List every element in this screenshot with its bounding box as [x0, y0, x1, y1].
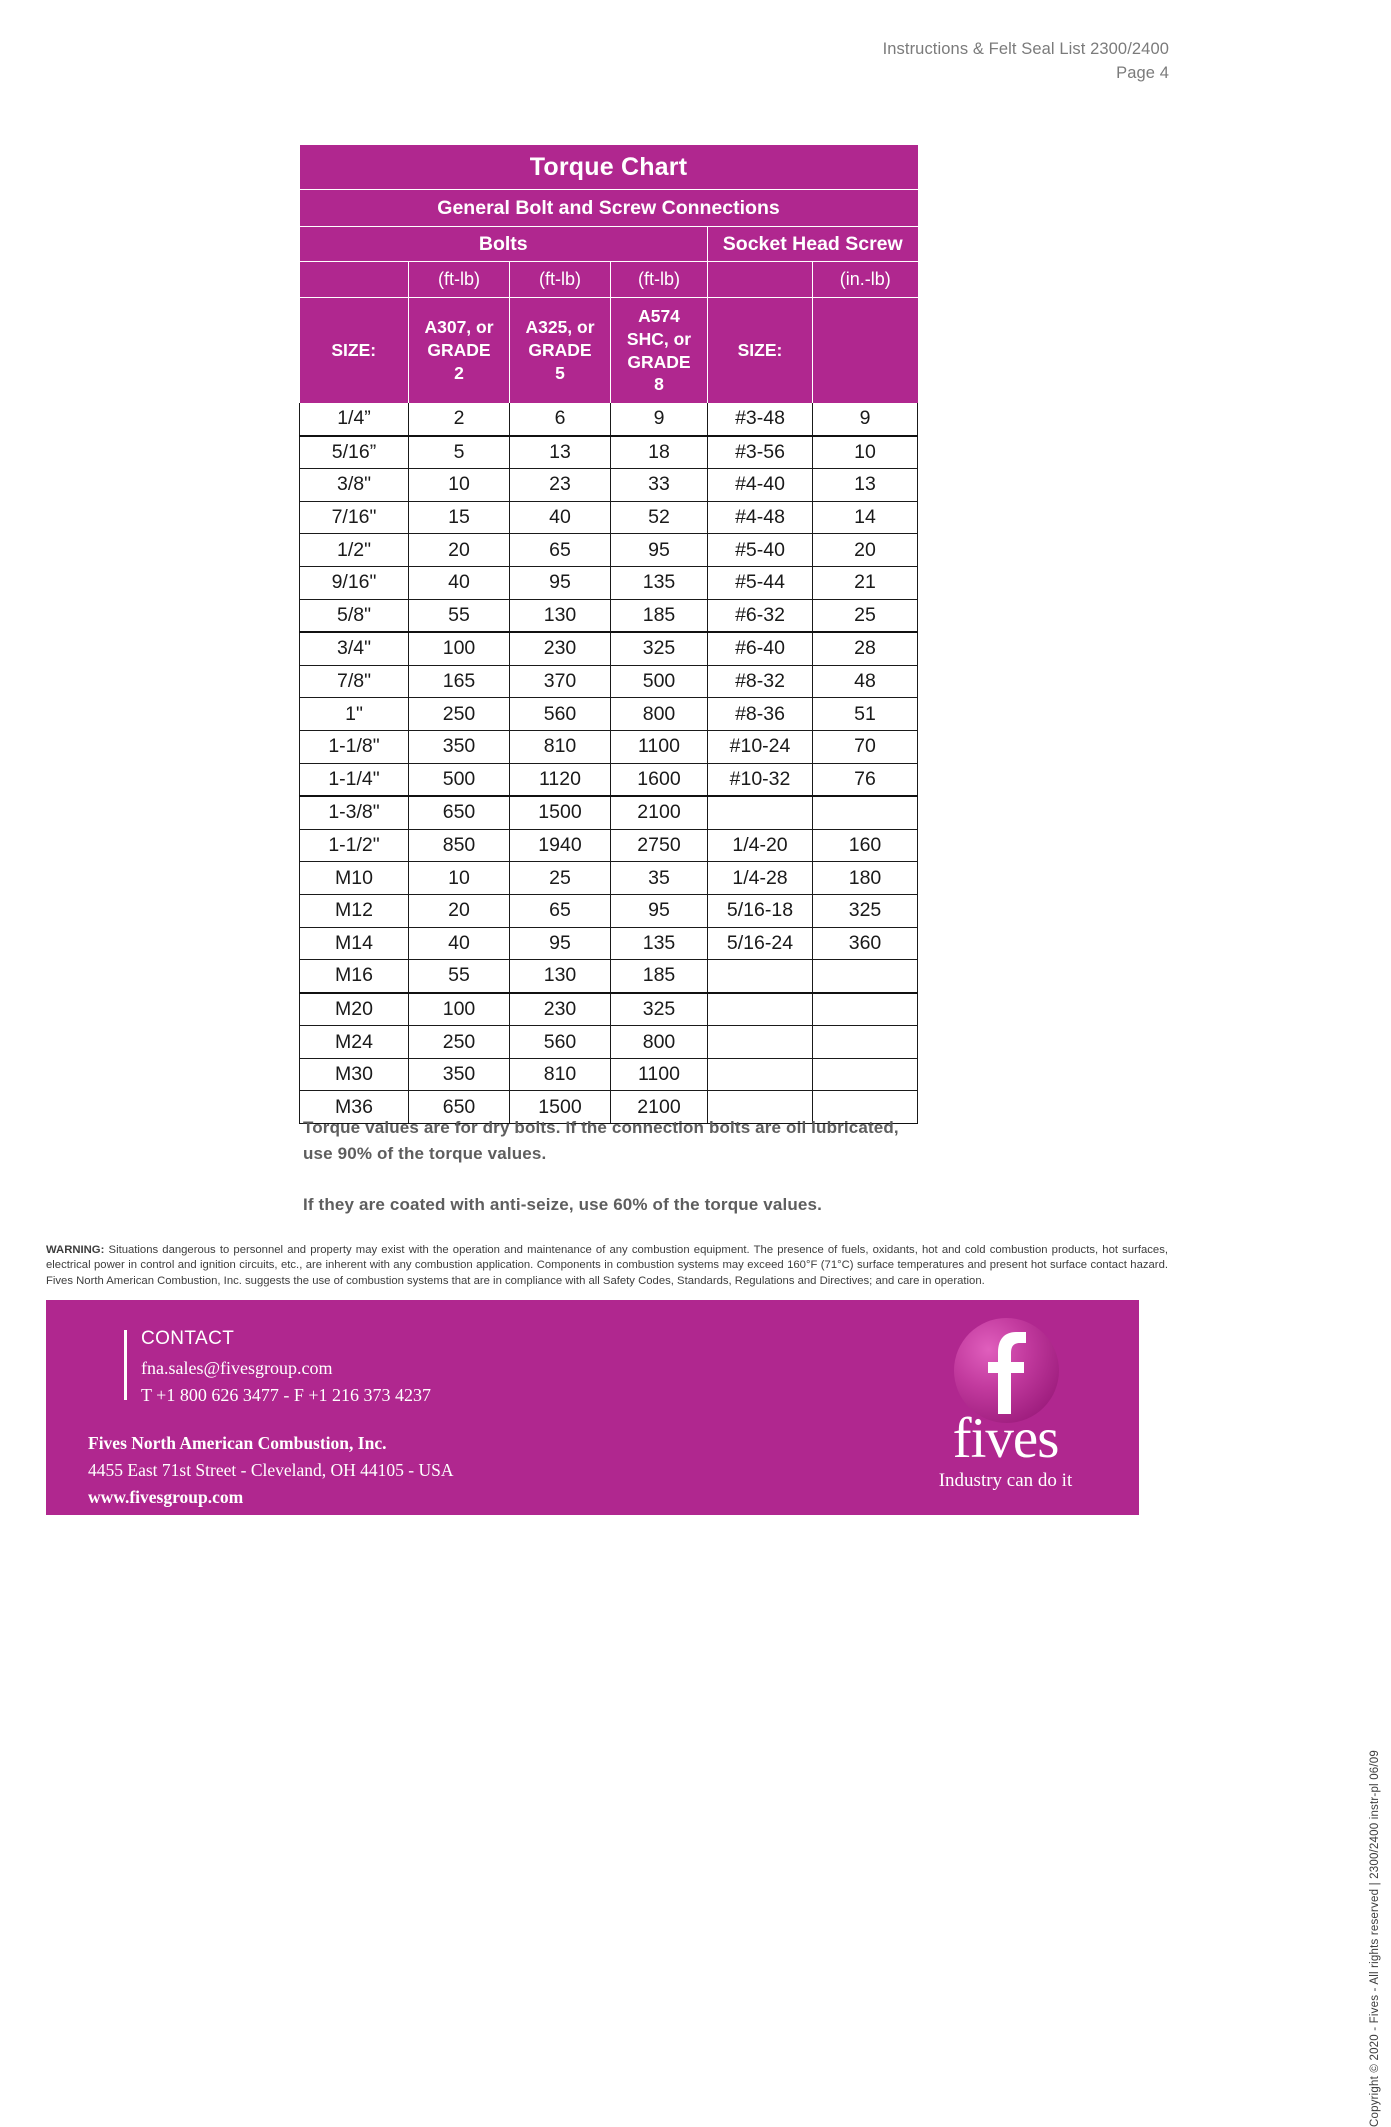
col-header-a325-grade-5: [510, 298, 611, 404]
cell-a574: 1100: [611, 1058, 708, 1091]
cell-size: M24: [300, 1026, 409, 1059]
cell-inlb: 28: [813, 632, 918, 665]
table-group-row: [300, 227, 918, 262]
unit-a307: (ft-lb): [409, 262, 510, 298]
cell-a325: 130: [510, 960, 611, 993]
page-number: Page 4: [1116, 63, 1169, 82]
cell-a307: 350: [409, 1058, 510, 1091]
cell-a325: 23: [510, 469, 611, 502]
table-row: [300, 469, 918, 502]
cell-inlb: 160: [813, 829, 918, 862]
cell-size: 7/8": [300, 665, 409, 698]
table-row: [300, 894, 918, 927]
company-address: 4455 East 71st Street - Cleveland, OH 44105 - USA: [88, 1460, 454, 1481]
table-row: [300, 960, 918, 993]
table-row: [300, 436, 918, 469]
cell-inlb: 325: [813, 894, 918, 927]
cell-a574: 135: [611, 927, 708, 960]
group-header-socket-head-screw: Socket Head Screw: [708, 227, 918, 262]
cell-a325: 560: [510, 698, 611, 731]
cell-a325: 1500: [510, 796, 611, 829]
cell-inlb: 76: [813, 763, 918, 796]
cell-a325: 810: [510, 1058, 611, 1091]
cell-a325: 13: [510, 436, 611, 469]
table-row: [300, 665, 918, 698]
cell-size: M30: [300, 1058, 409, 1091]
cell-shs: 1/4-28: [708, 862, 813, 895]
cell-inlb: [813, 796, 918, 829]
document-header: [883, 38, 1169, 86]
cell-size: 1-1/8": [300, 730, 409, 763]
warning-block: [46, 1243, 1168, 1289]
cell-a574: 33: [611, 469, 708, 502]
cell-a574: 2750: [611, 829, 708, 862]
cell-inlb: 20: [813, 534, 918, 567]
cell-shs: #6-32: [708, 599, 813, 632]
cell-a325: 65: [510, 534, 611, 567]
cell-a307: 20: [409, 894, 510, 927]
table-row: [300, 566, 918, 599]
cell-shs: #10-32: [708, 763, 813, 796]
cell-a574: 325: [611, 993, 708, 1026]
cell-size: M36: [300, 1091, 409, 1124]
a325-label-line2: GRADE: [528, 340, 592, 361]
cell-inlb: [813, 993, 918, 1026]
contact-email[interactable]: fna.sales@fivesgroup.com: [141, 1358, 333, 1378]
table-row: [300, 730, 918, 763]
cell-size: 5/8": [300, 599, 409, 632]
cell-a574: 35: [611, 862, 708, 895]
cell-a325: 230: [510, 632, 611, 665]
cell-size: 1-1/4": [300, 763, 409, 796]
cell-a325: 65: [510, 894, 611, 927]
cell-shs: #3-56: [708, 436, 813, 469]
cell-shs: #10-24: [708, 730, 813, 763]
a307-label-line3: 2: [454, 362, 464, 383]
cell-inlb: [813, 960, 918, 993]
table-row: [300, 534, 918, 567]
col-header-a574-grade-8: [611, 298, 708, 404]
footer-bar: [46, 1300, 1139, 1515]
cell-a574: 2100: [611, 796, 708, 829]
cell-a325: 560: [510, 1026, 611, 1059]
cell-size: 3/8": [300, 469, 409, 502]
cell-inlb: 14: [813, 501, 918, 534]
cell-shs: #8-36: [708, 698, 813, 731]
cell-a325: 130: [510, 599, 611, 632]
cell-shs: [708, 993, 813, 1026]
cell-shs: #5-40: [708, 534, 813, 567]
cell-size: 1-1/2": [300, 829, 409, 862]
cell-shs: 5/16-24: [708, 927, 813, 960]
cell-shs: [708, 960, 813, 993]
cell-a325: 95: [510, 566, 611, 599]
cell-shs: 5/16-18: [708, 894, 813, 927]
cell-a574: 2100: [611, 1091, 708, 1124]
table-row: [300, 862, 918, 895]
a574-label-line4: 8: [654, 374, 664, 395]
cell-size: 7/16": [300, 501, 409, 534]
col-header-socket-blank: [813, 298, 918, 404]
table-row: [300, 698, 918, 731]
table-row: [300, 829, 918, 862]
cell-size: 3/4": [300, 632, 409, 665]
cell-size: M14: [300, 927, 409, 960]
col-header-a307-grade-2: [409, 298, 510, 404]
table-title: Torque Chart: [300, 145, 918, 190]
cell-a574: 500: [611, 665, 708, 698]
warning-label: WARNING:: [46, 1244, 105, 1256]
cell-shs: #4-48: [708, 501, 813, 534]
company-name: Fives North American Combustion, Inc.: [88, 1433, 387, 1453]
table-row: [300, 1026, 918, 1059]
cell-a307: 20: [409, 534, 510, 567]
cell-shs: #4-40: [708, 469, 813, 502]
copyright-notice: Copyright © 2020 - Fives - All rights reserved | 2300/2400 instr-pl 06/09: [1369, 1750, 1381, 2127]
company-website[interactable]: www.fivesgroup.com: [88, 1487, 244, 1508]
unit-blank-size: [300, 262, 409, 298]
unit-a574: (ft-lb): [611, 262, 708, 298]
warning-text: Situations dangerous to personnel and property may exist with the operation and maintenance of any combustion equipment. The presence of fuels, oxidants, hot and cold combustion products, hot surfaces, electrical power in control and ignition circuits, etc., are inherent with any combustion application. Components in combustion systems may exceed 160°F (71°C) surface temperatures and present hot surface contact hazard. Fives North American Combustion, Inc. suggests the use of combustion systems that are in compliance with all Safety Codes, Standards, Regulations and Directives; and care in operation.: [46, 1244, 1168, 1287]
cell-a574: 800: [611, 1026, 708, 1059]
cell-a574: 9: [611, 403, 708, 436]
contact-divider-rule: [124, 1330, 127, 1400]
cell-a307: 2: [409, 403, 510, 436]
cell-inlb: 51: [813, 698, 918, 731]
cell-a325: 1940: [510, 829, 611, 862]
cell-inlb: 360: [813, 927, 918, 960]
cell-a574: 800: [611, 698, 708, 731]
cell-a325: 6: [510, 403, 611, 436]
cell-a574: 185: [611, 960, 708, 993]
cell-inlb: 13: [813, 469, 918, 502]
cell-a574: 95: [611, 894, 708, 927]
cell-a574: 135: [611, 566, 708, 599]
cell-a307: 10: [409, 469, 510, 502]
cell-inlb: 180: [813, 862, 918, 895]
table-row: [300, 632, 918, 665]
cell-size: M20: [300, 993, 409, 1026]
cell-size: M12: [300, 894, 409, 927]
cell-a307: 40: [409, 566, 510, 599]
a307-label-line2: GRADE: [427, 340, 491, 361]
cell-inlb: 70: [813, 730, 918, 763]
a325-label-line3: 5: [555, 362, 565, 383]
cell-a307: 10: [409, 862, 510, 895]
cell-a325: 40: [510, 501, 611, 534]
cell-size: 1/2": [300, 534, 409, 567]
cell-size: 5/16”: [300, 436, 409, 469]
col-header-size-bolts: SIZE:: [300, 298, 409, 404]
table-row: [300, 993, 918, 1026]
a574-label-line2: SHC, or: [626, 328, 692, 349]
cell-a307: 350: [409, 730, 510, 763]
cell-a307: 500: [409, 763, 510, 796]
cell-size: 1": [300, 698, 409, 731]
cell-a325: 230: [510, 993, 611, 1026]
torque-notes: [303, 1115, 913, 1244]
cell-a574: 325: [611, 632, 708, 665]
contact-block: [141, 1328, 431, 1409]
cell-shs: #3-48: [708, 403, 813, 436]
cell-inlb: [813, 1026, 918, 1059]
cell-inlb: 10: [813, 436, 918, 469]
torque-table-body: [300, 403, 918, 1124]
a325-label-line1: A325, or: [525, 317, 595, 338]
torque-table-header: [300, 145, 918, 403]
table-units-row: [300, 262, 918, 298]
cell-shs: 1/4-20: [708, 829, 813, 862]
cell-inlb: 25: [813, 599, 918, 632]
cell-size: 1/4”: [300, 403, 409, 436]
logo-tagline: Industry can do it: [938, 1470, 1073, 1491]
a574-label-line3: GRADE: [627, 351, 691, 372]
cell-inlb: 48: [813, 665, 918, 698]
cell-inlb: [813, 1058, 918, 1091]
unit-a325: (ft-lb): [510, 262, 611, 298]
fives-logo: [898, 1318, 1113, 1508]
cell-a307: 55: [409, 599, 510, 632]
table-row: [300, 1058, 918, 1091]
cell-size: M10: [300, 862, 409, 895]
table-title-row: [300, 145, 918, 190]
cell-size: 9/16": [300, 566, 409, 599]
cell-a307: 40: [409, 927, 510, 960]
cell-a574: 18: [611, 436, 708, 469]
table-row: [300, 599, 918, 632]
cell-a307: 250: [409, 1026, 510, 1059]
cell-a307: 100: [409, 993, 510, 1026]
unit-socket-inlb: (in.-lb): [813, 262, 918, 298]
cell-shs: #6-40: [708, 632, 813, 665]
cell-shs: [708, 1058, 813, 1091]
cell-a574: 1600: [611, 763, 708, 796]
cell-inlb: 9: [813, 403, 918, 436]
cell-a307: 100: [409, 632, 510, 665]
cell-a574: 185: [611, 599, 708, 632]
torque-table: [299, 145, 918, 1124]
a307-label-line1: A307, or: [424, 317, 494, 338]
cell-size: 1-3/8": [300, 796, 409, 829]
cell-shs: [708, 796, 813, 829]
cell-a574: 1100: [611, 730, 708, 763]
table-row: [300, 796, 918, 829]
cell-a325: 1120: [510, 763, 611, 796]
cell-a325: 810: [510, 730, 611, 763]
unit-blank-socket-size: [708, 262, 813, 298]
table-row: [300, 927, 918, 960]
note-dry-bolts: Torque values are for dry bolts. If the connection bolts are oil lubricated, use 90% of the torque values.: [303, 1118, 899, 1163]
table-spec-row: [300, 298, 918, 404]
cell-shs: #5-44: [708, 566, 813, 599]
cell-a325: 25: [510, 862, 611, 895]
a574-label-line1: A574: [638, 306, 680, 326]
cell-a574: 95: [611, 534, 708, 567]
cell-a325: 370: [510, 665, 611, 698]
cell-a307: 55: [409, 960, 510, 993]
cell-a574: 52: [611, 501, 708, 534]
table-subtitle-row: [300, 190, 918, 227]
cell-a307: 850: [409, 829, 510, 862]
cell-shs: #8-32: [708, 665, 813, 698]
table-row: [300, 501, 918, 534]
contact-title: CONTACT: [141, 1328, 235, 1349]
cell-a307: 15: [409, 501, 510, 534]
logo-wordmark: fives: [952, 1407, 1059, 1470]
group-header-bolts: Bolts: [300, 227, 708, 262]
contact-phone: T +1 800 626 3477 - F +1 216 373 4237: [141, 1385, 431, 1405]
table-row: [300, 403, 918, 436]
cell-a307: 5: [409, 436, 510, 469]
cell-a325: 95: [510, 927, 611, 960]
cell-size: M16: [300, 960, 409, 993]
col-header-size-socket: SIZE:: [708, 298, 813, 404]
cell-a325: 1500: [510, 1091, 611, 1124]
cell-shs: [708, 1026, 813, 1059]
cell-a307: 250: [409, 698, 510, 731]
table-subtitle: General Bolt and Screw Connections: [300, 190, 918, 227]
cell-inlb: 21: [813, 566, 918, 599]
cell-a307: 165: [409, 665, 510, 698]
cell-a307: 650: [409, 1091, 510, 1124]
torque-table-container: [299, 145, 917, 1124]
document-title: Instructions & Felt Seal List 2300/2400: [882, 40, 1169, 58]
address-block: [88, 1430, 454, 1511]
table-row: [300, 763, 918, 796]
cell-a307: 650: [409, 796, 510, 829]
note-anti-seize: If they are coated with anti-seize, use 60% of the torque values.: [303, 1195, 822, 1214]
